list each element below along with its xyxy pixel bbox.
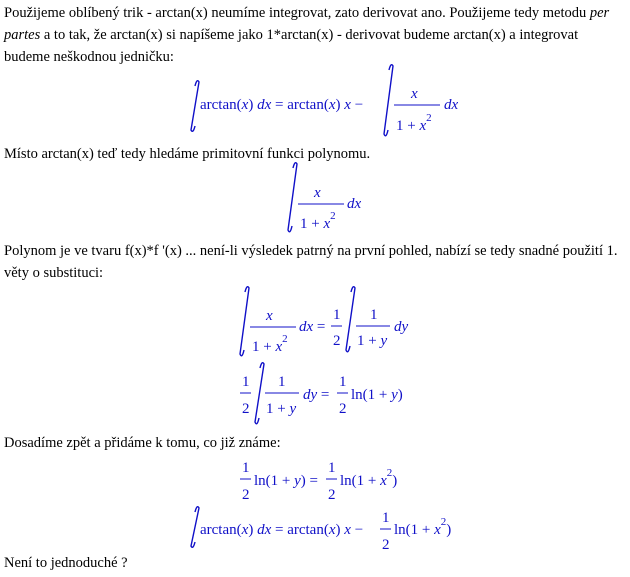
half-denominator: 2	[382, 537, 390, 553]
equation-back-substitution	[240, 459, 420, 505]
fraction-denominator: 1 + y	[266, 401, 297, 417]
fraction-denominator: $1 + x^2$	[300, 210, 336, 232]
math-text: arctan(x) dx = arctan(x) x −	[200, 522, 364, 538]
differential: dx	[444, 97, 459, 113]
closing-question: Není to jednoduché ?	[4, 555, 128, 571]
fraction-denominator: $1 + x^2$	[252, 333, 288, 355]
integral-sign	[191, 81, 199, 132]
integral-sign	[191, 507, 199, 548]
half-numerator: 1	[382, 510, 390, 526]
equation-result	[186, 510, 466, 556]
intro-text-b: a to tak, že arctan(x) si napíšeme jako 1*arctan(x) - derivovat budeme arctan(x) a integrovat budeme neškodnou jedničku:	[4, 27, 579, 65]
log-expression: $\ln(1 + x^2)$	[394, 516, 452, 538]
integral-sign	[288, 163, 297, 232]
math-text: ln(1 + y) =	[254, 473, 319, 489]
equation-substitution	[236, 290, 426, 362]
half-numerator: 1	[328, 460, 336, 476]
half-numerator: 1	[333, 307, 341, 323]
integral-sign	[240, 287, 249, 356]
half-denominator: 2	[333, 333, 341, 349]
differential: dy	[394, 319, 409, 335]
substitution-paragraph: Polynom je ve tvaru f(x)*f '(x) ... není-li výsledek patrný na první pohled, nabízí se tedy snadné použití 1. věty o substituci:	[4, 243, 618, 281]
fraction-denominator: $1 + x^2$	[396, 112, 432, 134]
log-expression: ln(1 + y)	[351, 387, 403, 403]
back-substitution-paragraph: Dosadíme zpět a přidáme k tomu, co již známe:	[4, 435, 281, 451]
half-denominator: 2	[242, 487, 250, 503]
log-expression: $\ln(1 + x^2)$	[340, 467, 398, 489]
intro-italic-term: per partes	[4, 5, 610, 43]
integral-sign	[384, 65, 393, 136]
fraction-numerator: 1	[370, 307, 378, 323]
integral-sign	[346, 287, 355, 352]
fraction-numerator: x	[266, 308, 273, 324]
integral-sign	[255, 363, 264, 424]
fraction-numerator: 1	[278, 374, 286, 390]
fraction-denominator: 1 + y	[357, 333, 388, 349]
half-denominator: 2	[339, 401, 347, 417]
half-numerator: 1	[242, 460, 250, 476]
fraction-numerator: x	[314, 185, 321, 201]
equation-parts	[186, 72, 466, 142]
equation-polynomial	[284, 166, 374, 236]
differential: dx	[347, 196, 362, 212]
intro-paragraph	[4, 2, 626, 68]
math-text: dx =	[299, 319, 326, 335]
polynomial-paragraph: Místo arctan(x) teď tedy hledáme primitovní funkci polynomu.	[4, 146, 371, 162]
intro-text-a: Použijeme oblíbený trik - arctan(x) neumíme integrovat, zato derivovat ano. Použijeme tedy metodu	[4, 5, 590, 21]
equation-log	[240, 370, 420, 430]
fraction-numerator: x	[411, 86, 418, 102]
math-text: arctan(x) dx = arctan(x) x −	[200, 97, 364, 113]
half-denominator: 2	[242, 401, 250, 417]
half-denominator: 2	[328, 487, 336, 503]
half-numerator: 1	[242, 374, 250, 390]
half-numerator: 1	[339, 374, 347, 390]
math-text: dy =	[303, 387, 330, 403]
